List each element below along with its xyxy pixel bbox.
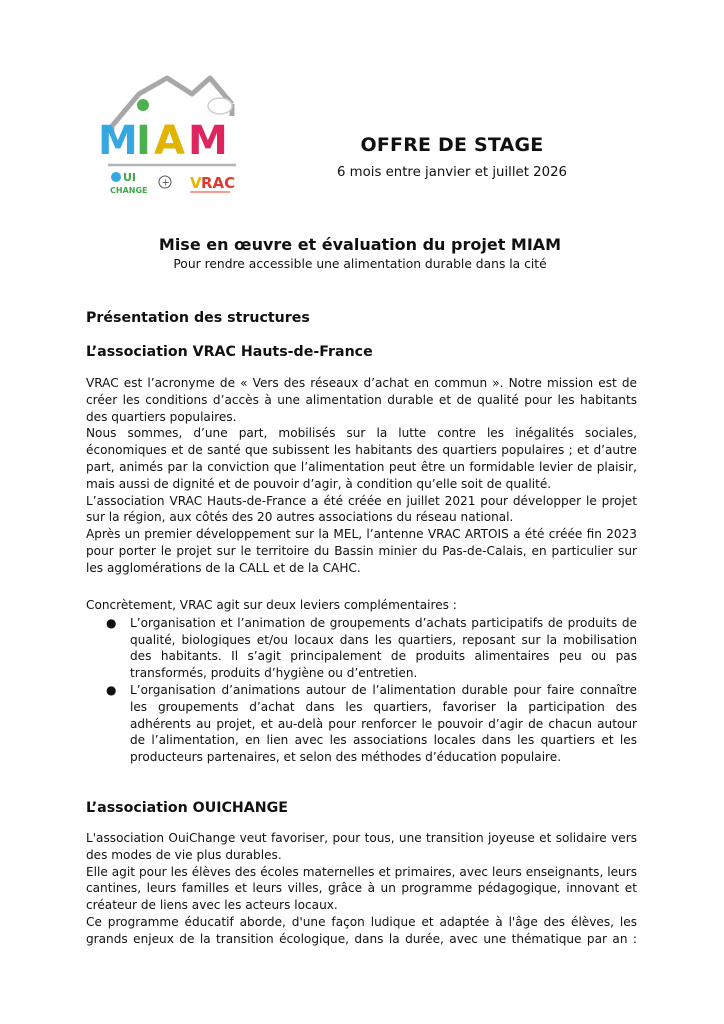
levers-intro: Concrètement, VRAC agit sur deux leviers complémentaires : xyxy=(86,598,457,612)
list-item-text: L’organisation et l’animation de groupements d’achats participatifs de produits de qualité, biologiques et/ou locaux dans les quartiers, reposant sur la mobilisation des habitants. Il s’agit principalement de produits alimentaires peu ou pas transformés, produits d’hygiène ou d’entretien. xyxy=(130,615,637,681)
svg-text:M: M xyxy=(188,118,228,164)
paragraph: Nous sommes, d’une part, mobilisés sur la lutte contre les inégalités sociales, économiques et de santé que subissent les habitants des quartiers populaires ; et d’autre part, animés par la conviction que l’alimentation peut être un formidable levier de plaisir, mais aussi de dignité et de pouvoir d’agir, à condition qu’elle soit de qualité. xyxy=(86,426,637,491)
offer-title: OFFRE DE STAGE xyxy=(360,134,544,156)
paragraph: L’association VRAC Hauts-de-France a été créée en juillet 2021 pour développer le projet sur la région, aux côtés des 20 autres associations du réseau national. xyxy=(86,493,637,525)
paragraph: L'association OuiChange veut favoriser, pour tous, une transition joyeuse et solidaire vers des modes de vie plus durables. xyxy=(86,831,637,862)
list-item xyxy=(86,682,637,766)
levers-list xyxy=(86,615,637,766)
paragraph: Ce programme éducatif aborde, d'une façon ludique et adaptée à l'âge des élèves, les grands enjeux de la transition écologique, dans la durée, avec une thématique par an : xyxy=(86,914,637,946)
svg-text:+: + xyxy=(161,177,170,189)
project-subtitle: Pour rendre accessible une alimentation durable dans la cité xyxy=(173,257,547,271)
offer-period: 6 mois entre janvier et juillet 2026 xyxy=(336,165,568,180)
bullet-icon: ● xyxy=(106,682,117,697)
section-heading-presentation: Présentation des structures xyxy=(86,310,310,326)
svg-text:V: V xyxy=(190,174,202,192)
vrac-levers xyxy=(86,597,637,766)
paragraph: VRAC est l’acronyme de « Vers des réseaux d’achat en commun ». Notre mission est de créer les conditions d’accès à une alimentation durable et de qualité pour les habitants des quartiers populaires. xyxy=(86,376,637,424)
project-title: Mise en œuvre et évaluation du projet MIAM xyxy=(158,235,562,254)
miam-logo xyxy=(92,68,242,198)
svg-text:A: A xyxy=(154,118,185,164)
svg-text:CHANGE: CHANGE xyxy=(110,186,148,195)
paragraph: Elle agit pour les élèves des écoles maternelles et primaires, avec leurs enseignants, leurs cantines, leurs familles et leurs villes, grâce à un programme pédagogique, innovant et créateur de liens avec les acteurs locaux. xyxy=(86,864,637,913)
svg-text:RAC: RAC xyxy=(201,174,236,192)
miam-logo-graphic xyxy=(92,68,242,198)
svg-text:M: M xyxy=(98,118,138,164)
list-item xyxy=(86,615,637,682)
svg-text:UI: UI xyxy=(123,171,137,184)
section-heading-vrac: L’association VRAC Hauts-de-France xyxy=(86,344,373,360)
list-item-text: L’organisation d’animations autour de l’alimentation durable pour faire connaître les groupements d’achat dans les quartiers, favoriser la participation des adhérents au projet, et au-delà pour renforcer le pouvoir d’agir de chacun autour de l’alimentation, en lien avec les associations locales dans les quartiers et les producteurs partenaires, et selon des méthodes d’éducation populaire. xyxy=(130,682,637,765)
section-heading-ouichange: L’association OUICHANGE xyxy=(86,800,288,816)
svg-text:I: I xyxy=(136,118,151,164)
ouichange-description xyxy=(86,830,637,948)
bullet-icon: ● xyxy=(106,615,117,630)
vrac-description xyxy=(86,375,637,577)
paragraph: Après un premier développement sur la MEL, l’antenne VRAC ARTOIS a été créée fin 2023 pour porter le projet sur le territoire du Bassin minier du Pas-de-Calais, en particulier sur les agglomérations de la CALL et de la CAHC. xyxy=(86,527,637,575)
